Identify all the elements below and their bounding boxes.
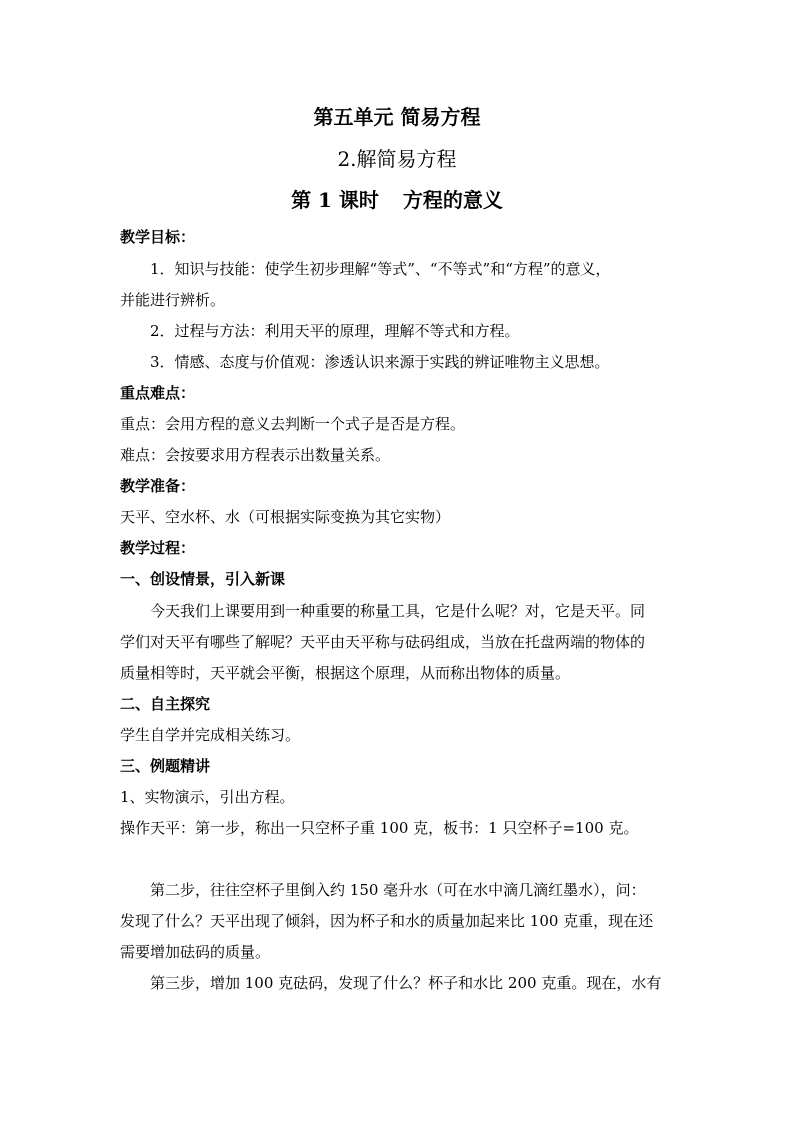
section-1-line-2: 学们对天平有哪些了解呢？天平由天平称与砝码组成，当放在托盘两端的物体的: [120, 633, 646, 651]
step-3-line-1: 第三步，增加 100 克砝码，发现了什么？杯子和水比 200 克重。现在，水有: [150, 974, 662, 992]
step-2-line-2: 发现了什么？天平出现了倾斜，因为杯子和水的质量加起来比 100 克重，现在还: [120, 912, 654, 930]
unit-title: 第五单元 简易方程: [313, 105, 481, 129]
lesson-name: 方程的意义: [402, 188, 503, 212]
step-1: 操作天平：第一步，称出一只空杯子重 100 克，板书：1 只空杯子=100 克。: [120, 819, 639, 837]
key-point: 重点：会用方程的意义去判断一个式子是否是方程。: [120, 415, 466, 433]
section-title: 2.解简易方程: [337, 147, 457, 171]
goal-item-1-line-1: 1．知识与技能：使学生初步理解“等式”、“不等式”和“方程”的意义，: [150, 260, 611, 278]
section-1-line-3: 质量相等时，天平就会平衡，根据这个原理，从而称出物体的质量。: [120, 664, 571, 682]
difficulty-point: 难点：会按要求用方程表示出数量关系。: [120, 446, 391, 464]
section-3-item-1: 1、实物演示，引出方程。: [120, 788, 295, 806]
step-2-line-1: 第二步，往往空杯子里倒入约 150 毫升水（可在水中滴几滴红墨水），问：: [150, 881, 646, 899]
focus-heading: 重点难点：: [120, 384, 196, 402]
section-1-heading: 一、创设情景，引入新课: [120, 570, 286, 588]
lesson-number: 第 1 课时: [291, 188, 379, 212]
goals-heading: 教学目标：: [120, 228, 196, 246]
prep-text: 天平、空水杯、水（可根据实际变换为其它实物）: [120, 508, 451, 526]
lesson-title: [0, 187, 794, 213]
goal-item-1-line-2: 并能进行辨析。: [120, 291, 226, 309]
section-2-text: 学生自学并完成相关练习。: [120, 726, 301, 744]
process-heading: 教学过程：: [120, 539, 196, 557]
step-2-line-3: 需要增加砝码的质量。: [120, 943, 271, 961]
section-3-heading: 三、例题精讲: [120, 757, 211, 775]
section-2-heading: 二、自主探究: [120, 695, 211, 713]
section-1-line-1: 今天我们上课要用到一种重要的称量工具，它是什么呢？对，它是天平。同: [150, 602, 646, 620]
prep-heading: 教学准备：: [120, 477, 196, 495]
goal-item-3: 3．情感、态度与价值观：渗透认识来源于实践的辨证唯物主义思想。: [150, 353, 610, 371]
goal-item-2: 2．过程与方法：利用天平的原理，理解不等式和方程。: [150, 322, 520, 340]
